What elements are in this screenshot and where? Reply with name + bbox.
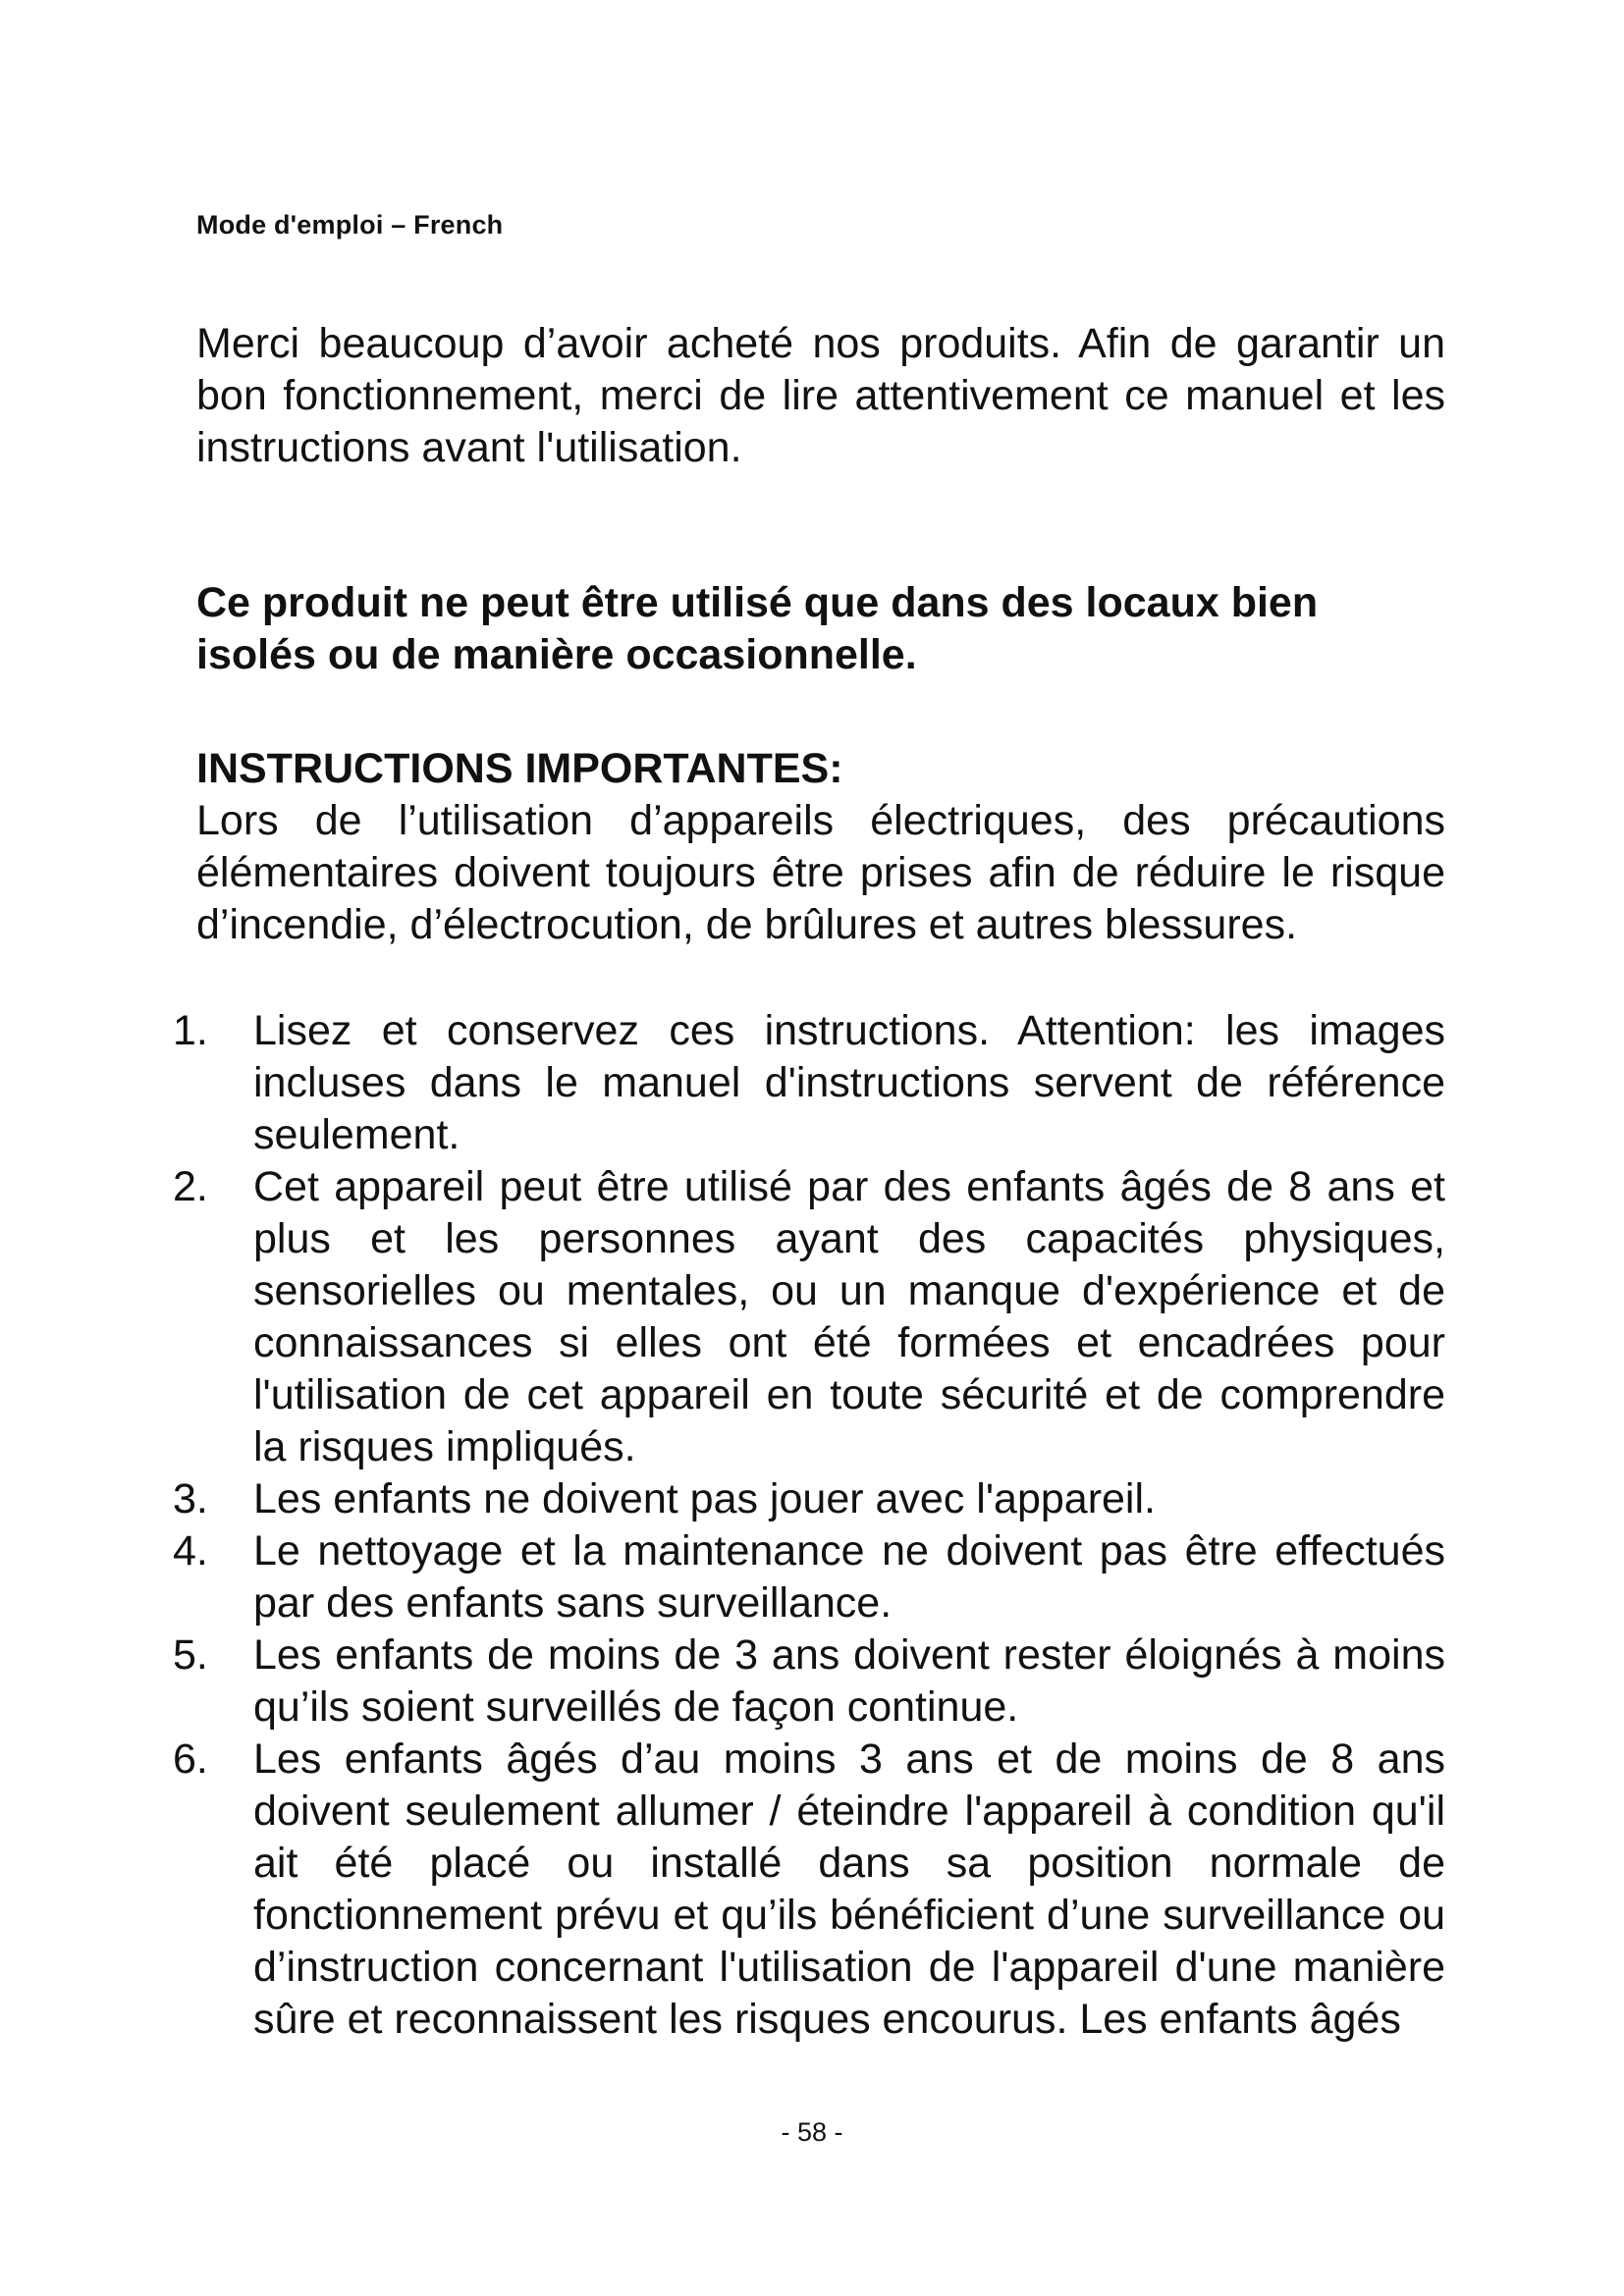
list-item-number: 4. (173, 1527, 208, 1575)
intro-paragraph: Merci beaucoup d’avoir acheté nos produits. Afin de garantir un bon fonctionnement, merci de lire attentivement ce manuel et les instructions avant l'utilisation. (196, 320, 1445, 471)
list-item-text: Les enfants de moins de 3 ans doivent rester éloignés à moins qu’ils soient surveillés de façon continue. (253, 1631, 1445, 1731)
section-title: INSTRUCTIONS IMPORTANTES: (196, 745, 843, 792)
list-item-text: Les enfants ne doivent pas jouer avec l'appareil. (253, 1475, 1156, 1522)
instructions-list (173, 1005, 1445, 2046)
document-header: Mode d'emploi – French (196, 210, 504, 240)
list-item (173, 1525, 1445, 1629)
page-number: - 58 - (781, 2117, 843, 2147)
list-item-text: Le nettoyage et la maintenance ne doivent pas être effectués par des enfants sans surveillance. (253, 1527, 1445, 1627)
list-item-number: 2. (173, 1163, 208, 1210)
section-intro-paragraph: Lors de l’utilisation d’appareils électriques, des précautions élémentaires doivent toujours être prises afin de réduire le risque d’incendie, d’électrocution, de brûlures et autres blessures. (196, 797, 1445, 948)
usage-warning: Ce produit ne peut être utilisé que dans des locaux bien isolés ou de manière occasionnelle. (196, 579, 1319, 678)
list-item-number: 3. (173, 1475, 208, 1522)
list-item (173, 1005, 1445, 1161)
list-item-text: Cet appareil peut être utilisé par des enfants âgés de 8 ans et plus et les personnes ayant des capacités physiques, sensorielles ou mentales, ou un manque d'expérience et de connaissances si elles ont été formées et encadrées pour l'utilisation de cet appareil en toute sécurité et de comprendre la risques impliqués. (253, 1163, 1445, 1470)
list-item (173, 1629, 1445, 1734)
list-item-number: 5. (173, 1631, 208, 1679)
list-item (173, 1161, 1445, 1473)
list-item (173, 1473, 1445, 1525)
list-item-number: 6. (173, 1735, 208, 1783)
list-item-text: Les enfants âgés d’au moins 3 ans et de moins de 8 ans doivent seulement allumer / éteindre l'appareil à condition qu'il ait été placé ou installé dans sa position normale de fonctionnement prévu et qu’ils bénéficient d’une surveillance ou d’instruction concernant l'utilisation de l'appareil d'une manière sûre et reconnaissent les risques encourus. Les enfants âgés (253, 1735, 1445, 2043)
list-item (173, 1734, 1445, 2046)
list-item-number: 1. (173, 1007, 208, 1054)
list-item-text: Lisez et conservez ces instructions. Attention: les images incluses dans le manuel d'instructions servent de référence seulement. (253, 1007, 1445, 1158)
